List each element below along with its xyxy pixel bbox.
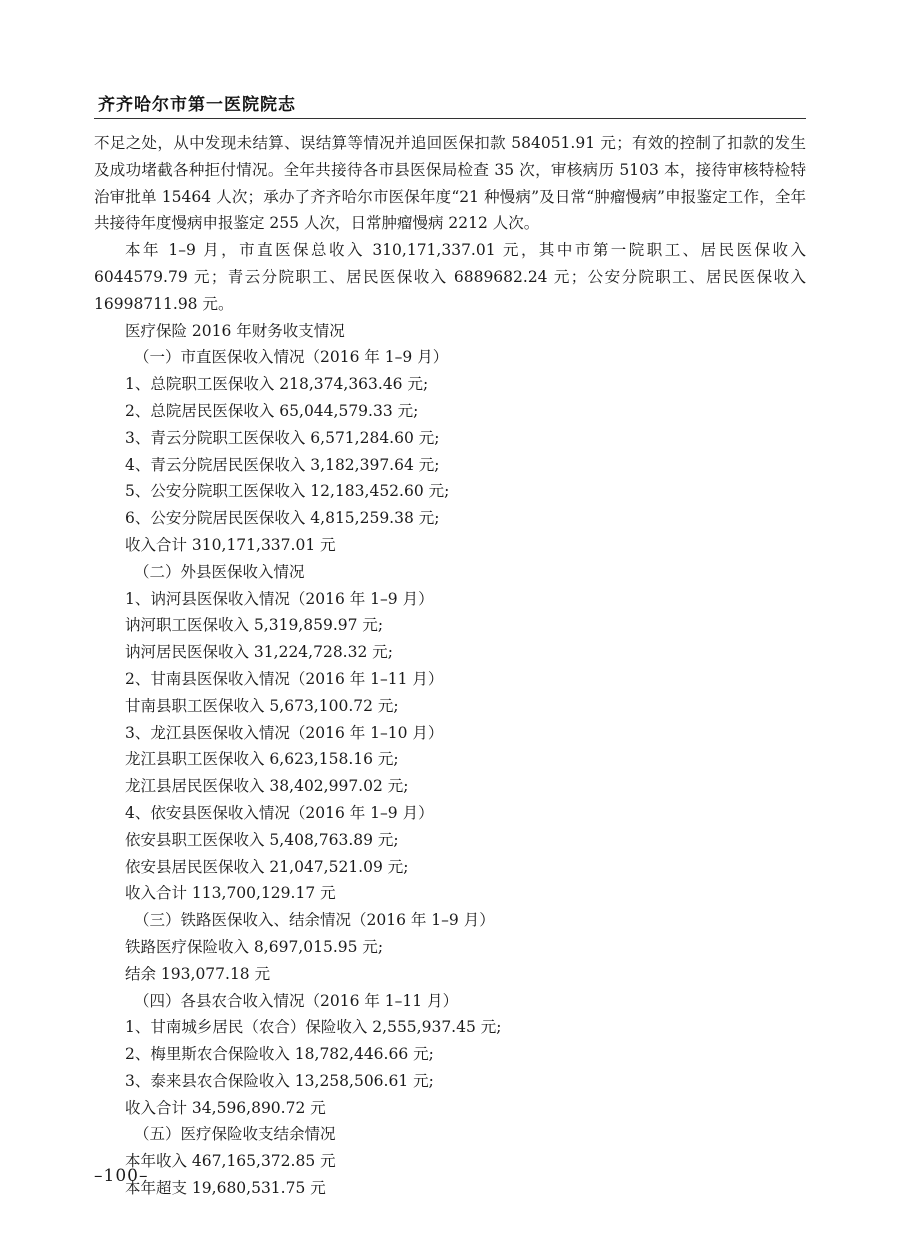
list-item: 甘南县职工医保收入 5,673,100.72 元; — [125, 696, 399, 715]
list-item: 2、梅里斯农合保险收入 18,782,446.66 元; — [125, 1045, 434, 1064]
list-item: 3、龙江县医保收入情况（2016 年 1–10 月） — [125, 723, 444, 742]
list-item: 2、总院居民医保收入 65,044,579.33 元; — [125, 401, 419, 420]
list-item: 5、公安分院职工医保收入 12,183,452.60 元; — [125, 482, 450, 501]
total-line: 收入合计 113,700,129.17 元 — [125, 884, 336, 903]
subsection-heading: （一）市直医保收入情况（2016 年 1–9 月） — [134, 348, 449, 367]
page-number: –100– — [94, 1166, 149, 1186]
list-item: 1、讷河县医保收入情况（2016 年 1–9 月） — [125, 589, 434, 608]
body-paragraph: 本年 1–9 月，市直医保总收入 310,171,337.01 元，其中市第一院职工、居民医保收入 6044579.79 元；青云分院职工、居民医保收入 6889682.24 元；公安分院职工、居民医保收入 16998711.98 元。 — [94, 241, 806, 313]
subsection-heading: （五）医疗保险收支结余情况 — [134, 1125, 336, 1144]
list-item: 本年收入 467,165,372.85 元 — [125, 1152, 336, 1171]
total-line: 结余 193,077.18 元 — [125, 964, 271, 983]
list-item: 4、依安县医保收入情况（2016 年 1–9 月） — [125, 803, 434, 822]
book-title: 齐齐哈尔市第一医院院志 — [98, 95, 296, 115]
list-item: 2、甘南县医保收入情况（2016 年 1–11 月） — [125, 669, 444, 688]
list-item: 依安县居民医保收入 21,047,521.09 元; — [125, 857, 409, 876]
list-item: 讷河职工医保收入 5,319,859.97 元; — [125, 616, 384, 635]
list-item: 3、泰来县农合保险收入 13,258,506.61 元; — [125, 1071, 434, 1090]
list-item: 本年超支 19,680,531.75 元 — [125, 1179, 326, 1198]
subsection-heading: （二）外县医保收入情况 — [134, 562, 305, 581]
list-item: 依安县职工医保收入 5,408,763.89 元; — [125, 830, 399, 849]
list-item: 1、甘南城乡居民（农合）保险收入 2,555,937.45 元; — [125, 1018, 502, 1037]
list-item: 龙江县居民医保收入 38,402,997.02 元; — [125, 777, 409, 796]
list-item: 讷河居民医保收入 31,224,728.32 元; — [125, 643, 393, 662]
section-heading: 医疗保险 2016 年财务收支情况 — [125, 321, 345, 340]
list-item: 铁路医疗保险收入 8,697,015.95 元; — [125, 937, 384, 956]
total-line: 收入合计 34,596,890.72 元 — [125, 1098, 326, 1117]
page-body — [94, 130, 806, 1202]
list-item: 6、公安分院居民医保收入 4,815,259.38 元; — [125, 509, 440, 528]
list-item: 1、总院职工医保收入 218,374,363.46 元; — [125, 375, 429, 394]
list-item: 龙江县职工医保收入 6,623,158.16 元; — [125, 750, 399, 769]
list-item: 4、青云分院居民医保收入 3,182,397.64 元; — [125, 455, 440, 474]
subsection-heading: （四）各县农合收入情况（2016 年 1–11 月） — [134, 991, 459, 1010]
list-item: 3、青云分院职工医保收入 6,571,284.60 元; — [125, 428, 440, 447]
subsection-heading: （三）铁路医保收入、结余情况（2016 年 1–9 月） — [134, 911, 495, 930]
body-paragraph: 不足之处，从中发现未结算、误结算等情况并追回医保扣款 584051.91 元；有效的控制了扣款的发生及成功堵截各种拒付情况。全年共接待各市县医保局检查 35 次，审核病历 5103 本，接待审核特检特治审批单 15464 人次；承办了齐齐哈尔市医保年度“21 种慢病”及日常“肿瘤慢病”申报鉴定工作，全年共接待年度慢病申报鉴定 255 人次，日常肿瘤慢病 2212 人次。 — [94, 134, 806, 233]
running-header — [94, 88, 806, 119]
total-line: 收入合计 310,171,337.01 元 — [125, 535, 336, 554]
